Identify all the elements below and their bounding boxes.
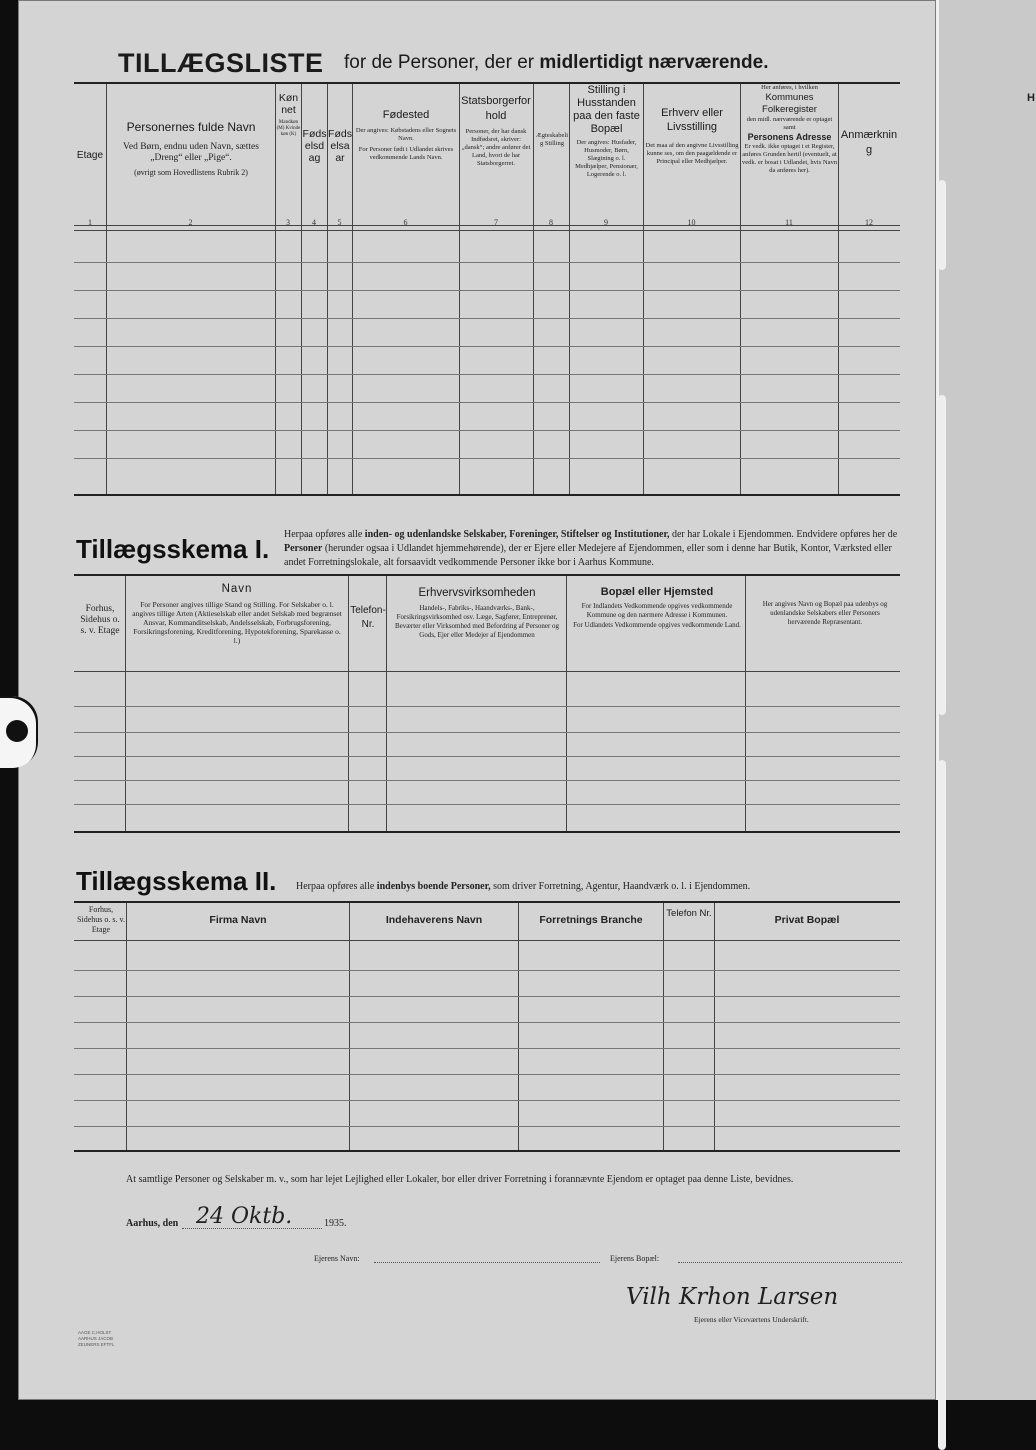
column-number: 7 (494, 218, 498, 227)
column-number: 11 (785, 218, 793, 227)
column-divider (352, 84, 353, 494)
table-row (74, 1126, 900, 1127)
year-label: 1935. (324, 1218, 347, 1229)
col-title: Statsborgerforhold (461, 95, 531, 122)
table-row (74, 402, 900, 403)
col-note: Her anføres, i hvilken (761, 84, 818, 91)
col-title: Fødested (382, 109, 430, 121)
owner-address-line (678, 1262, 902, 1263)
table-row (74, 346, 900, 347)
col-header-register (742, 84, 837, 175)
col-title: Telefon Nr. (666, 908, 712, 919)
col-title: Fødselsdag (302, 128, 327, 164)
column-divider (106, 84, 107, 494)
owner-address-label: Ejerens Bopæl: (610, 1254, 660, 1263)
form-page (18, 0, 936, 1400)
col-note: Der angives: Husfader, Husmoder, Børn, Slægtning o. l. Medhjælper, Pensionær, Logerende o. l. (575, 139, 638, 178)
table-row (74, 732, 900, 733)
header-bottom-rule (74, 230, 900, 231)
intro-bold: inden- og udenlandske Selskaber, Foreninger, Stiftelser og Institutioner, (364, 529, 670, 540)
col-title: Erhverv eller Livsstilling (661, 107, 723, 133)
table-bottom-rule (74, 494, 900, 496)
subtitle-emphasis: midlertidigt nærværende. (539, 52, 769, 73)
col-title: Personernes fulde Navn (126, 120, 256, 134)
column-divider (275, 84, 276, 494)
column-divider (349, 903, 350, 1150)
schema1-col-representative (755, 600, 895, 627)
intro-text: Herpaa opføres alle (296, 881, 375, 892)
schema2-title: Tillægsskema II. (76, 866, 277, 896)
column-divider (663, 903, 664, 1150)
column-number: 12 (865, 218, 873, 227)
column-divider (533, 84, 534, 494)
table-row (74, 262, 900, 263)
schema1-bottom-rule (74, 831, 900, 833)
next-page-letter: H (1027, 92, 1035, 104)
col-note: den midl. nærværende er optaget samt (746, 116, 833, 131)
column-divider (348, 576, 349, 831)
col-title: Erhvervsvirksomheden (418, 587, 536, 599)
column-divider (643, 84, 644, 494)
schema2-col-owner (351, 914, 517, 927)
table-row (74, 318, 900, 319)
handwritten-date: 24 Oktb. (196, 1204, 293, 1229)
col-header-birthday (302, 128, 327, 164)
subtitle-text: for de Personer, der er (344, 52, 535, 73)
owner-name-label: Ejerens Navn: (314, 1254, 360, 1263)
column-number: 6 (403, 218, 408, 227)
col-note: For Personer angives tillige Stand og Stilling. For Selskaber o. l. angives tillige Arten (Aktieselskab eller andet Selskab med begrænset Ansvar, Kommanditselskab, Andelsselskab, Forbrugsforening, Forsikringsforening, Kreditforening, Hypotekforening, Sparekasse o. l.) (132, 600, 342, 645)
intro-bold: Personer (284, 543, 323, 554)
column-divider (459, 84, 460, 494)
column-number: 4 (312, 218, 316, 227)
col-title: Kommunes Folkeregister (762, 92, 817, 115)
col-header-name (110, 120, 272, 178)
col-title: Forretnings Branche (539, 914, 643, 926)
handwritten-signature: Vilh Krhon Larsen (626, 1284, 839, 1310)
col-title: Fødselsaar (328, 128, 352, 164)
col-note: Der angives: Købstadens eller Sognets Navn. (355, 127, 457, 142)
page-tab (938, 180, 946, 270)
col-title: Firma Navn (209, 914, 267, 926)
col-title: Bopæl eller Hjemsted (600, 586, 714, 598)
schema1-col-business (390, 586, 564, 640)
schema1-header-rule (74, 671, 900, 672)
col-header-occupation (645, 106, 739, 166)
place-label: Aarhus, den (126, 1218, 179, 1229)
col-note: (øvrigt som Hovedlistens Rubrik 2) (134, 168, 248, 177)
intro-text: som driver Forretning, Agentur, Haandværk o. l. i Ejendommen. (493, 881, 751, 892)
table-row (74, 1022, 900, 1023)
table-row (74, 804, 900, 805)
intro-text: der har Lokale i Ejendommen. (671, 529, 794, 540)
signature-label: Ejerens eller Viceværtens Underskrift. (694, 1315, 809, 1324)
col-note: Det maa af den angivne Livsstilling kunne ses, om den paagældende er Principal eller Medhjælper. (645, 142, 739, 165)
column-number: 9 (604, 218, 608, 227)
binder-clip (0, 696, 38, 768)
col-title: Indehaverens Navn (385, 914, 483, 926)
schema2-top-rule (74, 901, 900, 903)
table-row (74, 458, 900, 459)
schema2-intro (296, 880, 896, 894)
main-title: TILLÆGSLISTE (118, 48, 324, 78)
table-row (74, 1048, 900, 1049)
schema1-title: Tillægsskema I. (76, 534, 270, 564)
column-divider (714, 903, 715, 1150)
col-note: For Udlandets Vedkommende opgives vedkommende Land. (573, 621, 741, 629)
schema1-intro (284, 528, 902, 570)
table-row (74, 756, 900, 757)
schema2-col-firm (128, 914, 348, 927)
col-note: For Indlandets Vedkommende opgives vedkommende Kommune og den nærmere Adresse i Kommunen. (581, 602, 733, 619)
col-header-birthplace (355, 108, 457, 162)
certification-statement: At samtlige Personer og Selskaber m. v., som har lejet Lejlighed eller Lokaler, bor eller driver Forretning i forannævnte Ejendom er optaget paa denne Liste, bevidnes. (126, 1174, 794, 1185)
column-divider (566, 576, 567, 831)
col-title: Anmærkning (840, 129, 898, 156)
column-number: 3 (286, 218, 290, 227)
table-row (74, 706, 900, 707)
col-header-birthyear (328, 128, 352, 164)
column-divider (126, 903, 127, 1150)
col-title: Personens Adresse (747, 132, 832, 142)
col-note: Ved Børn, endnu uden Navn, sættes „Dreng“ eller „Pige“. (123, 142, 259, 163)
col-note: For Personer født i Udlandet skrives vedkommende Lands Navn. (358, 146, 454, 161)
col-title: Telefon-Nr. (350, 605, 386, 630)
col-title: Ægteskabelig Stilling (535, 132, 569, 147)
owner-name-line (374, 1262, 600, 1263)
col-title: Navn (221, 583, 253, 595)
schema2-header-rule (74, 940, 900, 941)
column-divider (125, 576, 126, 831)
col-note: Her angives Navn og Bopæl paa udenbys og udenlandske Selskabers eller Personers herværende Repræsentant. (762, 600, 888, 626)
schema1-col-name (130, 582, 344, 645)
schema1-col-etage: Forhus, Sidehus o. s. v. Etage (80, 604, 120, 636)
col-header-sex (276, 92, 301, 138)
schema1-col-residence (570, 586, 744, 630)
column-divider (386, 576, 387, 831)
schema1-col-phone (350, 604, 386, 632)
col-note: Mandkøn (M) Kvindekøn (K) (276, 120, 301, 137)
table-row (74, 1100, 900, 1101)
column-number: 2 (188, 218, 193, 227)
main-subtitle (344, 52, 769, 74)
intro-text: Endvidere opføres her de (796, 529, 898, 540)
table-row (74, 996, 900, 997)
col-title: Etage (76, 150, 104, 161)
column-number: 5 (337, 218, 342, 227)
intro-bold: indenbys boende Personer, (376, 881, 491, 892)
page-tab (938, 395, 946, 715)
col-note: Er vedk. ikke optaget i et Register, anføres Grunden hertil (eventuelt, at vedk. er bosat i Udlandet, hvis Navn da anføres her). (742, 143, 837, 174)
schema2-col-phone (665, 908, 713, 920)
col-note: Handels-, Fabriks-, Haandværks-, Bank-, Forsikringsvirksomhed osv. Læge, Sagfører, Entreprenør, Beværter eller Virksomhed med Befordring af Personer og Gods, Ejer eller Medejer af Ejendommen (394, 604, 560, 639)
column-divider (838, 84, 839, 494)
printer-imprint: AAGE C.HOLST AARHUS JACOB ZEUNERS EFTFL (78, 1330, 115, 1347)
schema2-bottom-rule (74, 1150, 900, 1152)
intro-text: (herunder ogsaa i Udlandet hjemmehørende), der er Ejere eller Medejere af Ejendommen, eller som i denne har Butik, Kontor, Værksted eller andet Forretningslokale, alt forsaavidt vedkommende Personer ikke bor i Aarhus Kommune. (284, 543, 892, 568)
table-row (74, 970, 900, 971)
schema2-col-private-address (716, 914, 898, 927)
column-number: 8 (549, 218, 553, 227)
column-divider (569, 84, 570, 494)
col-header-marital (535, 132, 569, 148)
schema2-col-etage: Forhus, Sidehus o. s. v. Etage (77, 905, 125, 934)
col-header-household (571, 84, 642, 179)
intro-text: Herpaa opføres alle (284, 529, 363, 540)
col-title: Kønnet (278, 92, 299, 116)
col-note: Personer, der har dansk Indfødsret, skriver: „dansk“; andre anfører det Land, hvori de har Statsborgerret. (461, 128, 531, 167)
table-row (74, 430, 900, 431)
table-row (74, 780, 900, 781)
col-header-etage (74, 148, 106, 163)
certification-text (126, 1174, 906, 1185)
col-title: Stilling i Husstanden paa den faste Bopæl (573, 84, 640, 135)
table-row (74, 374, 900, 375)
column-number: 1 (88, 218, 92, 227)
col-title: Privat Bopæl (774, 914, 840, 926)
table-row (74, 1074, 900, 1075)
table-row (74, 290, 900, 291)
col-header-remarks (840, 128, 898, 158)
col-header-citizenship (461, 94, 531, 168)
column-divider (745, 576, 746, 831)
next-page-edge (936, 0, 1036, 1400)
column-divider (518, 903, 519, 1150)
page-tab (938, 760, 946, 1450)
schema2-col-branch (520, 914, 662, 927)
schema1-top-rule (74, 574, 900, 576)
column-number: 10 (687, 218, 696, 227)
column-divider (740, 84, 741, 494)
